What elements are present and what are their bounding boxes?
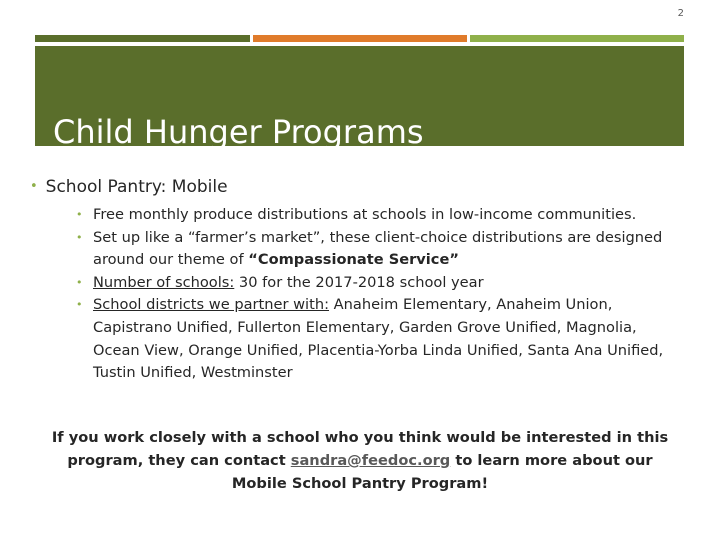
bullet-emphasis: “Compassionate Service” [248,251,459,269]
bullet-icon: • [76,298,83,312]
accent-bar-orange [253,35,467,42]
list-item [76,204,686,227]
closing-text-before: If you work closely with a school who you think would be interested in this program, they can contact [51,429,669,469]
section-heading-row [30,177,228,197]
list-item [76,227,686,272]
title-band [35,46,684,152]
section-heading: School Pantry: Mobile [45,177,228,197]
bullet-text: 30 for the 2017-2018 school year [234,273,484,291]
slide-title: Child Hunger Programs [53,113,424,152]
bullet-text: Anaheim Elementary, Anaheim Union, Capistrano Unified, Fullerton Elementary, Garden Grove Unified, Magnolia, Ocean View, Orange Unified, Placentia-Yorba Linda Unified, Santa Ana Unified, Tustin Unified, Westminster [93,296,664,382]
bullet-list [76,204,686,385]
accent-bar-green [470,35,684,42]
contact-email-link[interactable]: sandra@feedoc.org [290,452,451,469]
bullet-text: Free monthly produce distributions at schools in low-income communities. [93,206,637,223]
bullet-icon: • [76,230,83,244]
closing-paragraph [40,426,680,495]
bullet-text: Set up like a “farmer’s market”, these client-choice distributions are designed around our theme of [93,228,663,269]
bullet-label: Number of schools: [93,273,235,291]
list-item [76,272,686,295]
accent-bar-olive [35,35,250,42]
bullet-icon: • [76,275,83,289]
list-item [76,294,686,384]
bullet-label: School districts we partner with: [93,296,330,314]
closing-text-after: to learn more about our Mobile School Pantry Program! [231,452,653,492]
bullet-icon: • [30,179,38,194]
bullet-icon: • [76,208,83,221]
page-number: 2 [677,8,684,19]
